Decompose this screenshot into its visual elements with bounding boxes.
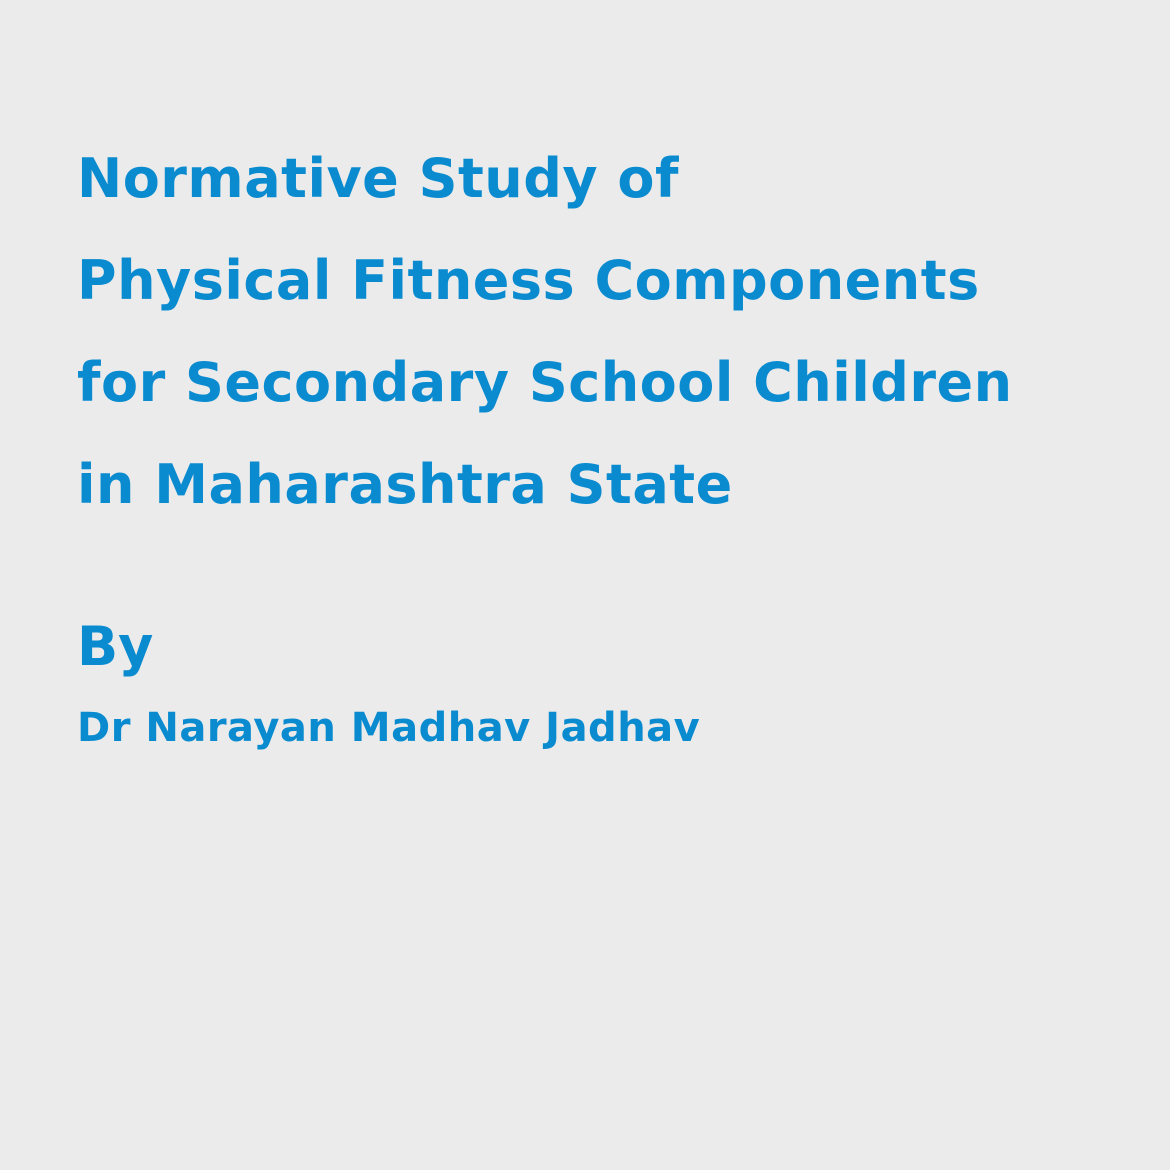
- title-line-2: Physical Fitness Components: [77, 249, 980, 312]
- title-line-4: in Maharashtra State: [77, 453, 733, 516]
- book-title: [77, 128, 1013, 536]
- title-line-3: for Secondary School Children: [77, 351, 1013, 414]
- title-line-1: Normative Study of: [77, 147, 679, 210]
- author-name: Dr Narayan Madhav Jadhav: [77, 705, 701, 751]
- by-label: By: [77, 615, 154, 678]
